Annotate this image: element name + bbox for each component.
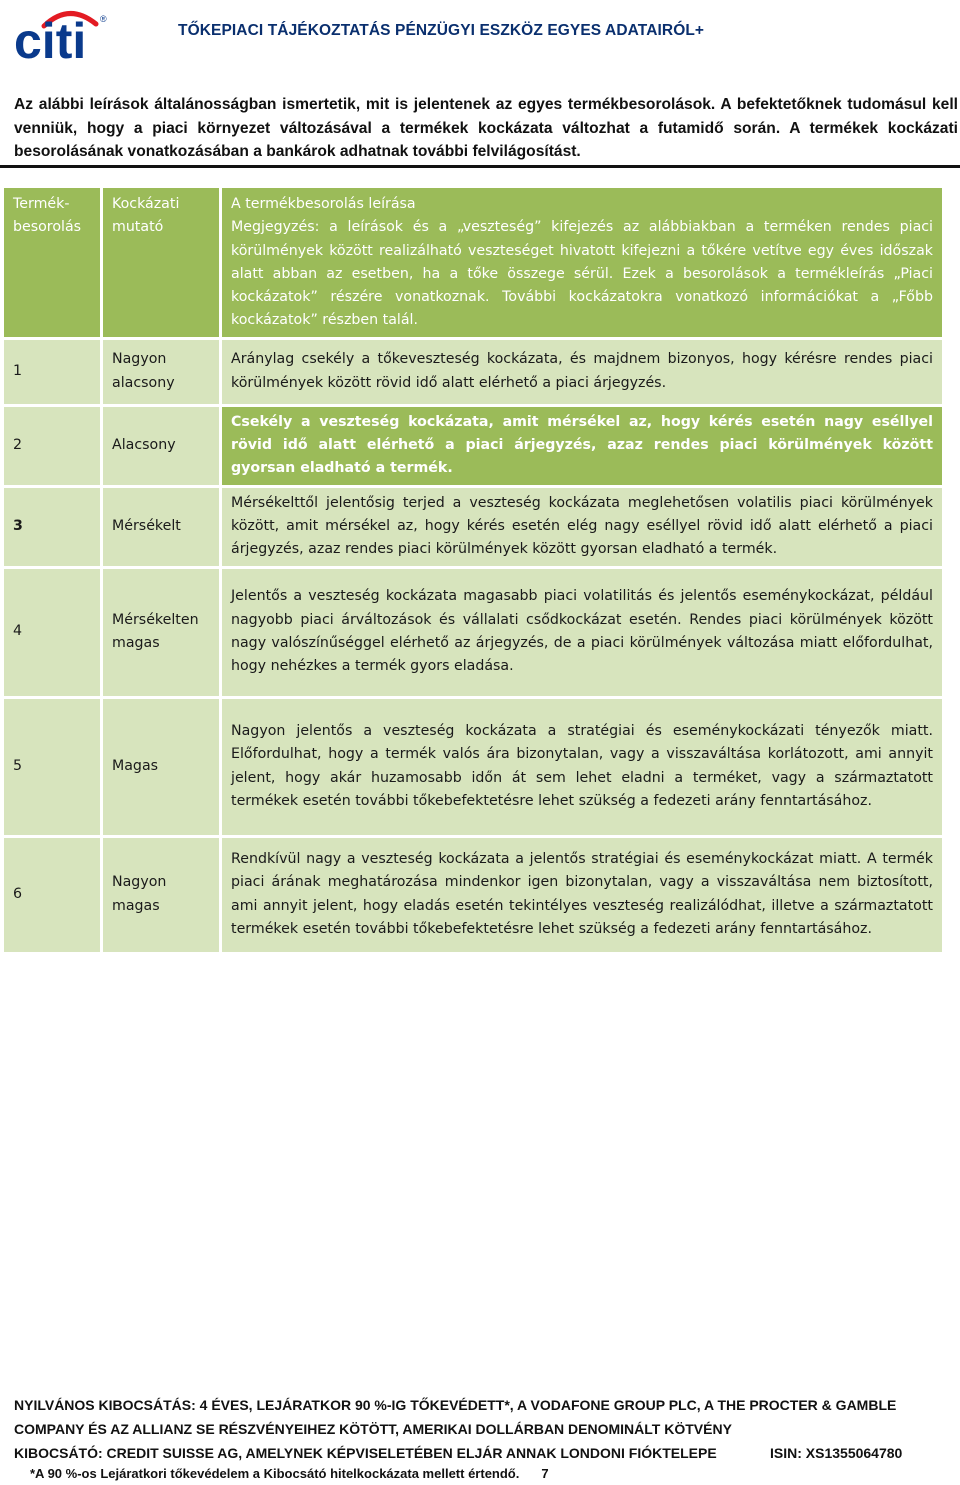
row-description: Aránylag csekély a tőkeveszteség kockázata, és majdnem bizonyos, hogy kérésre rendes piaci körülmények között rövid idő alatt elérhető a piaci árjegyzés. — [222, 340, 942, 407]
footnote — [30, 1466, 549, 1481]
table-row — [4, 340, 942, 407]
row-class: 2 — [4, 407, 103, 488]
header-description — [222, 188, 942, 340]
svg-text:®: ® — [100, 14, 107, 24]
footnote-text: *A 90 %-os Lejáratkori tőkevédelem a Kibocsátó hitelkockázata mellett értendő. — [30, 1466, 520, 1481]
svg-text:citi: citi — [14, 13, 87, 62]
row-class: 1 — [4, 340, 103, 407]
table-row — [4, 569, 942, 699]
row-description: Jelentős a veszteség kockázata magasabb piaci volatilitás és jelentős eseménykockázat, például nagyobb piaci árváltozások és vállalati csődkockázat esetén. Rendes piaci körülmények között nagy valószínűséggel elérhető az árjegyzés, de a piaci körülmények változása miatt előfordulhat, hogy nehézkes a termék gyors eladása. — [222, 569, 942, 699]
row-description: Csekély a veszteség kockázata, amit mérsékel az, hogy kérés esetén nagy eséllyel rövid idő alatt elérhető a piaci árjegyzés, azaz rendes piaci körülmények között gyorsan eladható a termék. — [222, 407, 942, 488]
row-indicator: Mérsékelten magas — [103, 569, 222, 699]
table-row — [4, 838, 942, 955]
row-indicator: Mérsékelt — [103, 488, 222, 569]
table-row — [4, 488, 942, 569]
row-indicator: Alacsony — [103, 407, 222, 488]
row-indicator: Nagyon alacsony — [103, 340, 222, 407]
footer-line-3: KIBOCSÁTÓ: CREDIT SUISSE AG, AMELYNEK KÉPVISELETÉBEN ELJÁR ANNAK LONDONI FIÓKTELEPE — [14, 1445, 717, 1461]
table-row — [4, 407, 942, 488]
header-product-class: Termék-besorolás — [4, 188, 103, 340]
row-description: Nagyon jelentős a veszteség kockázata a stratégiai és eseménykockázati tényezők miatt. Előfordulhat, hogy a termék valós ára bizonytalan, vagy a visszaváltása korlátozott, ami annyit jelent, hogy akár huzamosabb időn át sem lehet eladni a terméket, vagy a származtatott termékek esetén további tőkebefektetésre lehet szükség a fedezeti arány fenntartásához. — [222, 699, 942, 838]
footer-line-1: NYILVÁNOS KIBOCSÁTÁS: 4 ÉVES, LEJÁRATKOR 90 %-IG TŐKEVÉDETT*, A VODAFONE GROUP PLC, A THE PROCTER & GAMBLE — [14, 1397, 897, 1413]
row-indicator: Nagyon magas — [103, 838, 222, 955]
row-description: Rendkívül nagy a veszteség kockázata a jelentős stratégiai és eseménykockázat miatt. A termék piaci árának meghatározása mindenkor igen bizonytalan, vagy a visszaváltása nem biztosított, ami annyit jelent, hogy eladás esetén tekintélyes veszteség realizálódhat, illetve a származtatott termékek esetén további tőkebefektetésre lehet szükség a fedezeti arány fenntartásához. — [222, 838, 942, 955]
table-header-row — [4, 188, 942, 340]
isin-code: ISIN: XS1355064780 — [770, 1445, 903, 1461]
row-class: 3 — [4, 488, 103, 569]
row-indicator: Magas — [103, 699, 222, 838]
row-class: 4 — [4, 569, 103, 699]
row-class: 6 — [4, 838, 103, 955]
risk-classification-table — [4, 188, 942, 955]
header-description-note: Megjegyzés: a leírások és a „veszteség” kifejezés az alábbiakban a terméken rendes piaci körülmények között realizálható veszteséget hivatott kifejezni a tőkére vetítve egy éves időszak alatt abban az esetben, ha a tőke összege sérül. Ezek a besorolások a termékleírás „Piaci kockázatok” részére vonatkoznak. További kockázatokra vonatkozó információkat a „Főbb kockázatok” részben talál. — [231, 219, 933, 329]
header-description-title: A termékbesorolás leírása — [231, 196, 416, 212]
document-title: TŐKEPIACI TÁJÉKOZTATÁS PÉNZÜGYI ESZKÖZ EGYES ADATAIRÓL+ — [178, 22, 705, 39]
footer-product-info — [14, 1393, 954, 1465]
page-number: 7 — [541, 1466, 549, 1481]
footer-line-2: COMPANY ÉS AZ ALLIANZ SE RÉSZVÉNYEIHEZ KÖTÖTT, AMERIKAI DOLLÁRBAN DENOMINÁLT KÖTVÉNY — [14, 1421, 732, 1437]
row-description: Mérsékelttől jelentősig terjed a veszteség kockázata meglehetősen volatilis piaci körülmények között, amit mérsékel az, hogy kérés esetén elég nagy eséllyel rövid idő alatt elérhető a piaci árjegyzés, azaz rendes piaci körülmények között gyorsan eladható a termék. — [222, 488, 942, 569]
header-risk-indicator: Kockázati mutató — [103, 188, 222, 340]
row-class: 5 — [4, 699, 103, 838]
intro-paragraph: Az alábbi leírások általánosságban ismertetik, mit is jelentenek az egyes termékbesorolások. A befektetőknek tudomásul kell venniük, hogy a piaci környezet változásával a termékek kockázata változhat a futamidő során. A termékek kockázati besorolásának vonatkozásában a bankárok adhatnak további felvilágosítást. — [14, 96, 958, 160]
citi-logo — [14, 4, 114, 62]
divider-line — [0, 165, 960, 168]
table-row — [4, 699, 942, 838]
